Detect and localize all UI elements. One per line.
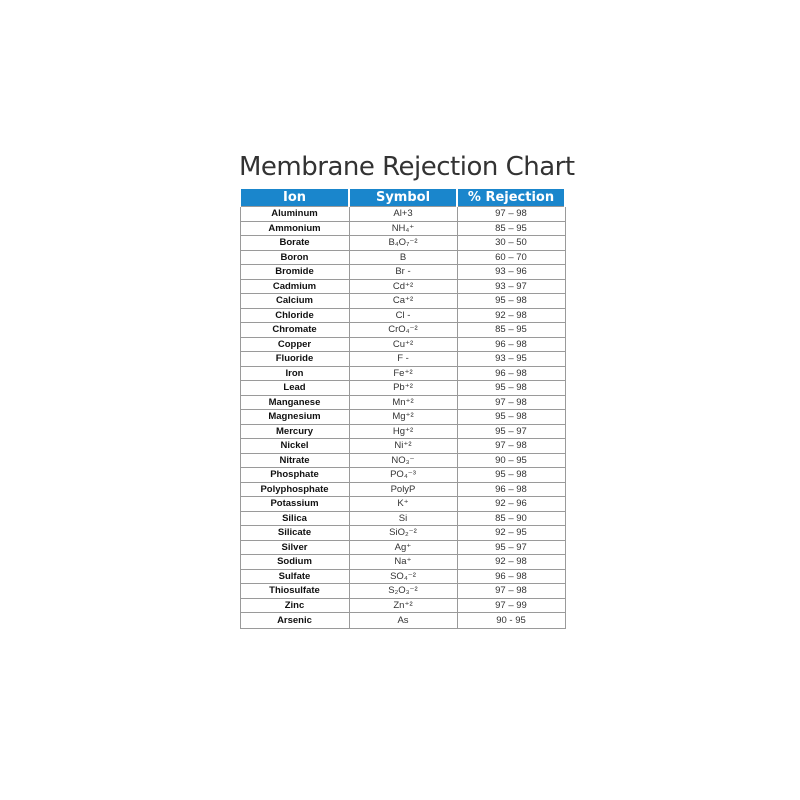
table-row — [240, 453, 565, 468]
ion-cell: Magnesium — [240, 410, 349, 425]
ion-cell: Cadmium — [240, 279, 349, 294]
table-row — [240, 598, 565, 613]
rejection-cell: 96 – 98 — [457, 482, 565, 497]
symbol-cell: SO₄⁻² — [349, 569, 457, 584]
rejection-cell: 97 – 99 — [457, 598, 565, 613]
ion-cell: Sulfate — [240, 569, 349, 584]
rejection-cell: 85 – 90 — [457, 511, 565, 526]
ion-cell: Nitrate — [240, 453, 349, 468]
symbol-cell: Cu⁺² — [349, 337, 457, 352]
table-row — [240, 511, 565, 526]
ion-cell: Nickel — [240, 439, 349, 454]
table-row — [240, 584, 565, 599]
rejection-cell: 93 – 96 — [457, 265, 565, 280]
symbol-cell: Na⁺ — [349, 555, 457, 570]
rejection-cell: 96 – 98 — [457, 366, 565, 381]
symbol-cell: Ni⁺² — [349, 439, 457, 454]
rejection-cell: 95 – 98 — [457, 381, 565, 396]
column-header-ion: Ion — [240, 189, 349, 207]
rejection-cell: 30 – 50 — [457, 236, 565, 251]
table-row — [240, 540, 565, 555]
ion-cell: Chromate — [240, 323, 349, 338]
ion-cell: Mercury — [240, 424, 349, 439]
table-body — [240, 207, 565, 629]
ion-cell: Boron — [240, 250, 349, 265]
symbol-cell: CrO₄⁻² — [349, 323, 457, 338]
table-header — [240, 189, 565, 207]
symbol-cell: PolyP — [349, 482, 457, 497]
symbol-cell: K⁺ — [349, 497, 457, 512]
ion-cell: Zinc — [240, 598, 349, 613]
ion-cell: Bromide — [240, 265, 349, 280]
symbol-cell: As — [349, 613, 457, 629]
table-row — [240, 221, 565, 236]
ion-cell: Sodium — [240, 555, 349, 570]
symbol-cell: NH₄⁺ — [349, 221, 457, 236]
symbol-cell: Si — [349, 511, 457, 526]
table-row — [240, 381, 565, 396]
chart-title: Membrane Rejection Chart — [239, 152, 575, 182]
symbol-cell: Cl - — [349, 308, 457, 323]
symbol-cell: Ca⁺² — [349, 294, 457, 309]
rejection-table — [239, 189, 566, 629]
symbol-cell: Mn⁺² — [349, 395, 457, 410]
table-row — [240, 555, 565, 570]
rejection-cell: 90 - 95 — [457, 613, 565, 629]
ion-cell: Calcium — [240, 294, 349, 309]
rejection-cell: 92 – 98 — [457, 555, 565, 570]
table-row — [240, 439, 565, 454]
symbol-cell: Al+3 — [349, 207, 457, 222]
rejection-cell: 96 – 98 — [457, 569, 565, 584]
ion-cell: Chloride — [240, 308, 349, 323]
rejection-cell: 92 – 98 — [457, 308, 565, 323]
symbol-cell: PO₄⁻³ — [349, 468, 457, 483]
symbol-cell: NO₃⁻ — [349, 453, 457, 468]
table-row — [240, 468, 565, 483]
symbol-cell: B₄O₇⁻² — [349, 236, 457, 251]
ion-cell: Thiosulfate — [240, 584, 349, 599]
rejection-cell: 97 – 98 — [457, 395, 565, 410]
table-row — [240, 569, 565, 584]
rejection-cell: 92 – 95 — [457, 526, 565, 541]
symbol-cell: Br - — [349, 265, 457, 280]
table-row — [240, 207, 565, 222]
table-row — [240, 323, 565, 338]
rejection-cell: 95 – 97 — [457, 424, 565, 439]
ion-cell: Manganese — [240, 395, 349, 410]
ion-cell: Copper — [240, 337, 349, 352]
rejection-cell: 95 – 97 — [457, 540, 565, 555]
ion-cell: Potassium — [240, 497, 349, 512]
table-row — [240, 410, 565, 425]
ion-cell: Aluminum — [240, 207, 349, 222]
ion-cell: Phosphate — [240, 468, 349, 483]
table-row — [240, 366, 565, 381]
rejection-cell: 60 – 70 — [457, 250, 565, 265]
ion-cell: Silicate — [240, 526, 349, 541]
ion-cell: Silica — [240, 511, 349, 526]
table-row — [240, 236, 565, 251]
ion-cell: Fluoride — [240, 352, 349, 367]
table-row — [240, 279, 565, 294]
ion-cell: Ammonium — [240, 221, 349, 236]
table-row — [240, 308, 565, 323]
symbol-cell: Hg⁺² — [349, 424, 457, 439]
rejection-cell: 97 – 98 — [457, 207, 565, 222]
table-row — [240, 497, 565, 512]
ion-cell: Borate — [240, 236, 349, 251]
symbol-cell: S₂O₃⁻² — [349, 584, 457, 599]
symbol-cell: Zn⁺² — [349, 598, 457, 613]
rejection-cell: 97 – 98 — [457, 584, 565, 599]
rejection-cell: 90 – 95 — [457, 453, 565, 468]
table-row — [240, 250, 565, 265]
symbol-cell: Ag⁺ — [349, 540, 457, 555]
ion-cell: Arsenic — [240, 613, 349, 629]
column-header-rejection: % Rejection — [457, 189, 565, 207]
rejection-cell: 93 – 97 — [457, 279, 565, 294]
ion-cell: Lead — [240, 381, 349, 396]
symbol-cell: Cd⁺² — [349, 279, 457, 294]
rejection-cell: 92 – 96 — [457, 497, 565, 512]
rejection-cell: 85 – 95 — [457, 323, 565, 338]
rejection-cell: 95 – 98 — [457, 468, 565, 483]
table-row — [240, 613, 565, 629]
symbol-cell: Fe⁺² — [349, 366, 457, 381]
table-row — [240, 424, 565, 439]
rejection-cell: 95 – 98 — [457, 294, 565, 309]
table-row — [240, 294, 565, 309]
rejection-cell: 95 – 98 — [457, 410, 565, 425]
table-row — [240, 352, 565, 367]
column-header-symbol: Symbol — [349, 189, 457, 207]
ion-cell: Silver — [240, 540, 349, 555]
rejection-cell: 93 – 95 — [457, 352, 565, 367]
symbol-cell: Pb⁺² — [349, 381, 457, 396]
table-row — [240, 482, 565, 497]
table-row — [240, 265, 565, 280]
table-row — [240, 395, 565, 410]
symbol-cell: SiO₂⁻² — [349, 526, 457, 541]
header-row — [240, 189, 565, 207]
table-row — [240, 337, 565, 352]
rejection-cell: 96 – 98 — [457, 337, 565, 352]
table-row — [240, 526, 565, 541]
symbol-cell: B — [349, 250, 457, 265]
symbol-cell: F - — [349, 352, 457, 367]
ion-cell: Polyphosphate — [240, 482, 349, 497]
ion-cell: Iron — [240, 366, 349, 381]
rejection-cell: 97 – 98 — [457, 439, 565, 454]
rejection-cell: 85 – 95 — [457, 221, 565, 236]
symbol-cell: Mg⁺² — [349, 410, 457, 425]
